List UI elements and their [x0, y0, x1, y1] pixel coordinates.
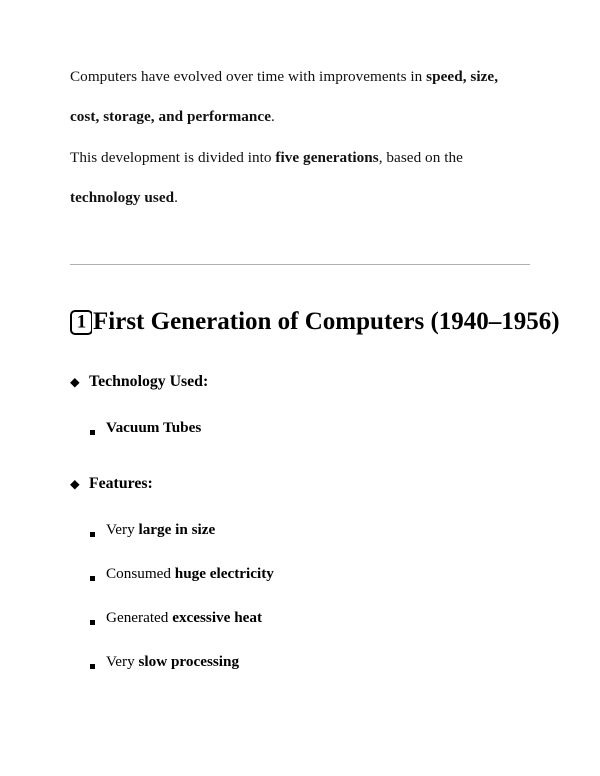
bullet-group — [70, 473, 530, 673]
sub-bullet-list — [70, 417, 530, 439]
bullet-heading-label: Technology Used: — [89, 373, 209, 390]
list-item — [70, 417, 530, 439]
bullet-heading — [70, 371, 530, 393]
bold-text: large in size — [138, 521, 216, 538]
square-bullet-shape — [90, 430, 95, 435]
keycap-digit: 1 — [76, 311, 87, 333]
bold-text: speed, size, cost, storage, and performance — [70, 68, 499, 125]
section-heading-text: First Generation of Computers (1940–1956) — [93, 308, 560, 335]
bullet-group — [70, 371, 530, 439]
bullet-heading-label: Features: — [89, 475, 153, 492]
bullet-heading — [70, 473, 530, 495]
bold-text: Vacuum Tubes — [106, 419, 202, 436]
diamond-bullet-icon: ◆ — [70, 375, 80, 389]
keycap-one-icon — [70, 310, 93, 335]
list-item — [70, 607, 530, 629]
plain-text: Computers have evolved over time with improvements in — [70, 68, 427, 85]
list-item-text — [106, 563, 274, 585]
bold-text: slow processing — [138, 653, 240, 670]
list-item-text — [106, 417, 201, 439]
intro-paragraph-1 — [70, 57, 530, 137]
plain-text: Consumed — [106, 565, 175, 582]
horizontal-rule — [70, 264, 530, 265]
plain-text: . — [174, 189, 178, 206]
list-item — [70, 651, 530, 673]
intro-paragraph-2 — [70, 138, 530, 218]
bold-text: five generations — [275, 149, 379, 166]
square-bullet-shape — [90, 576, 95, 581]
square-bullet-shape — [90, 664, 95, 669]
section-heading — [70, 307, 560, 337]
list-item — [70, 563, 530, 585]
plain-text: , based on the — [378, 149, 463, 166]
bold-text: technology used — [70, 189, 175, 206]
diamond-bullet-icon: ◆ — [70, 477, 80, 491]
document-body — [70, 57, 560, 673]
square-bullet-shape — [90, 620, 95, 625]
list-item — [70, 519, 530, 541]
horizontal-rule-wrapper — [70, 264, 530, 272]
plain-text: Very — [106, 653, 139, 670]
plain-text: Very — [106, 521, 139, 538]
list-item-text — [106, 519, 215, 541]
plain-text: Generated — [106, 609, 173, 626]
plain-text: This development is divided into — [70, 149, 276, 166]
plain-text: . — [271, 108, 275, 125]
square-bullet-shape — [90, 532, 95, 537]
list-item-text — [106, 651, 239, 673]
bold-text: huge electricity — [174, 565, 274, 582]
sub-bullet-list — [70, 519, 530, 673]
list-item-text — [106, 607, 262, 629]
bold-text: excessive heat — [172, 609, 263, 626]
section-blocks — [70, 371, 530, 673]
